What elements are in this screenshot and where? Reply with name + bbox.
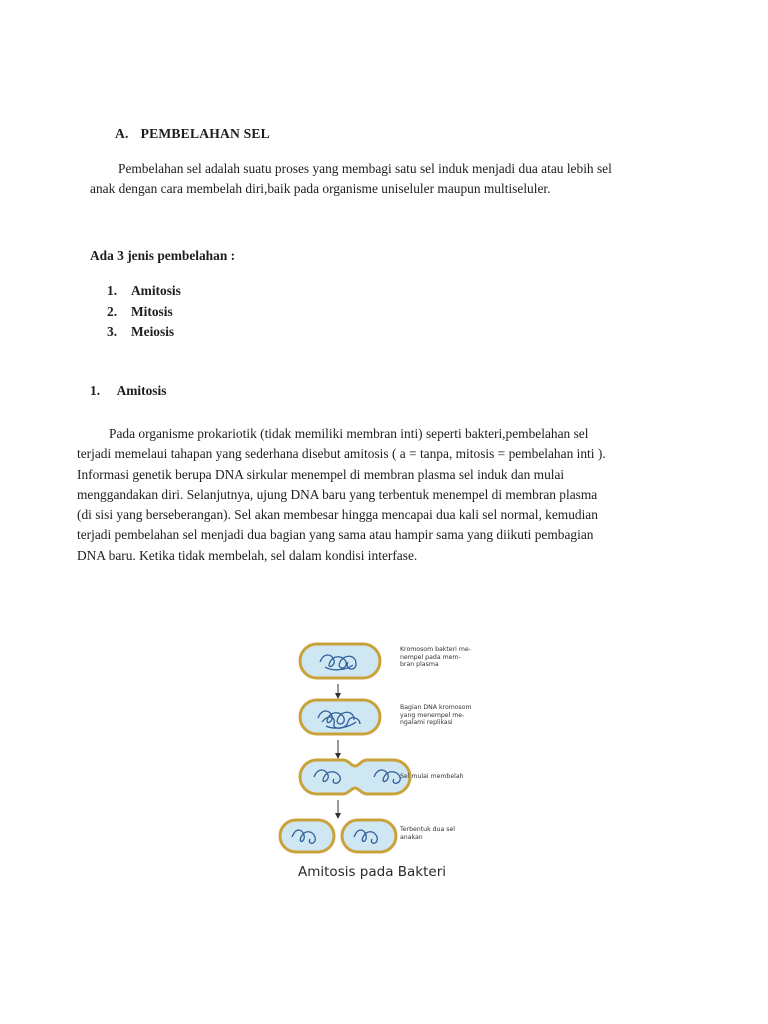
list-item: 2. Mitosis bbox=[107, 303, 173, 319]
amitosis-diagram bbox=[160, 632, 590, 887]
kinds-list bbox=[107, 281, 181, 343]
amitosis-line: DNA baru. Ketika tidak membelah, sel dalam kondisi interfase. bbox=[77, 547, 418, 563]
amitosis-line: Pada organisme prokariotik (tidak memiliki membran inti) seperti bakteri,pembelahan sel bbox=[109, 426, 589, 441]
intro-line: Pembelahan sel adalah suatu proses yang membagi satu sel induk menjadi dua atau lebih sel bbox=[118, 161, 612, 176]
amitosis-heading bbox=[90, 383, 166, 399]
amitosis-line: terjadi memelaui tahapan yang sederhana disebut amitosis ( a = tanpa, mitosis = pembelahan inti ). bbox=[77, 446, 606, 462]
intro-paragraph bbox=[90, 159, 690, 200]
section-heading bbox=[115, 126, 270, 142]
step-2-label: Bagian DNA kromosom yang menempel me- ngalami replikasi bbox=[400, 704, 472, 727]
amitosis-title: Amitosis bbox=[116, 383, 167, 398]
step-3-label: Sel mulai membelah bbox=[400, 773, 464, 780]
step-4-label: Terbentuk dua sel anakan bbox=[400, 826, 455, 841]
figure-caption: Amitosis pada Bakteri bbox=[298, 864, 447, 880]
amitosis-line: menggandakan diri. Selanjutnya, ujung DNA baru yang terbentuk menempel di membran plasma bbox=[77, 486, 598, 502]
amitosis-figure bbox=[160, 632, 590, 887]
section-title: PEMBELAHAN SEL bbox=[140, 126, 270, 141]
intro-line: anak dengan cara membelah diri,baik pada organisme uniseluler maupun multiseluler. bbox=[90, 181, 551, 197]
step-1-label: Kromosom bakteri me- nempel pada mem- bran plasma bbox=[400, 646, 471, 669]
step-4-cells bbox=[280, 820, 396, 852]
step-1-cell bbox=[300, 644, 380, 678]
step-3-cell bbox=[300, 760, 410, 794]
amitosis-number: 1. bbox=[90, 383, 101, 398]
amitosis-line: (di sisi yang berseberangan). Sel akan membesar hingga mencapai dua kali sel normal, kemudian bbox=[77, 507, 598, 523]
amitosis-line: terjadi pembelahan sel menjadi dua bagian yang sama atau hampir sama yang diikuti pembagian bbox=[77, 527, 594, 543]
list-item: 3. Meiosis bbox=[107, 324, 175, 339]
step-2-cell bbox=[300, 700, 380, 734]
section-number: A. bbox=[115, 126, 129, 141]
amitosis-line: Informasi genetik berupa DNA sirkular menempel di membran plasma sel induk dan mulai bbox=[77, 466, 565, 482]
kinds-title: Ada 3 jenis pembelahan : bbox=[90, 248, 236, 263]
list-item: 1. Amitosis bbox=[107, 283, 181, 298]
amitosis-paragraph bbox=[77, 424, 687, 566]
